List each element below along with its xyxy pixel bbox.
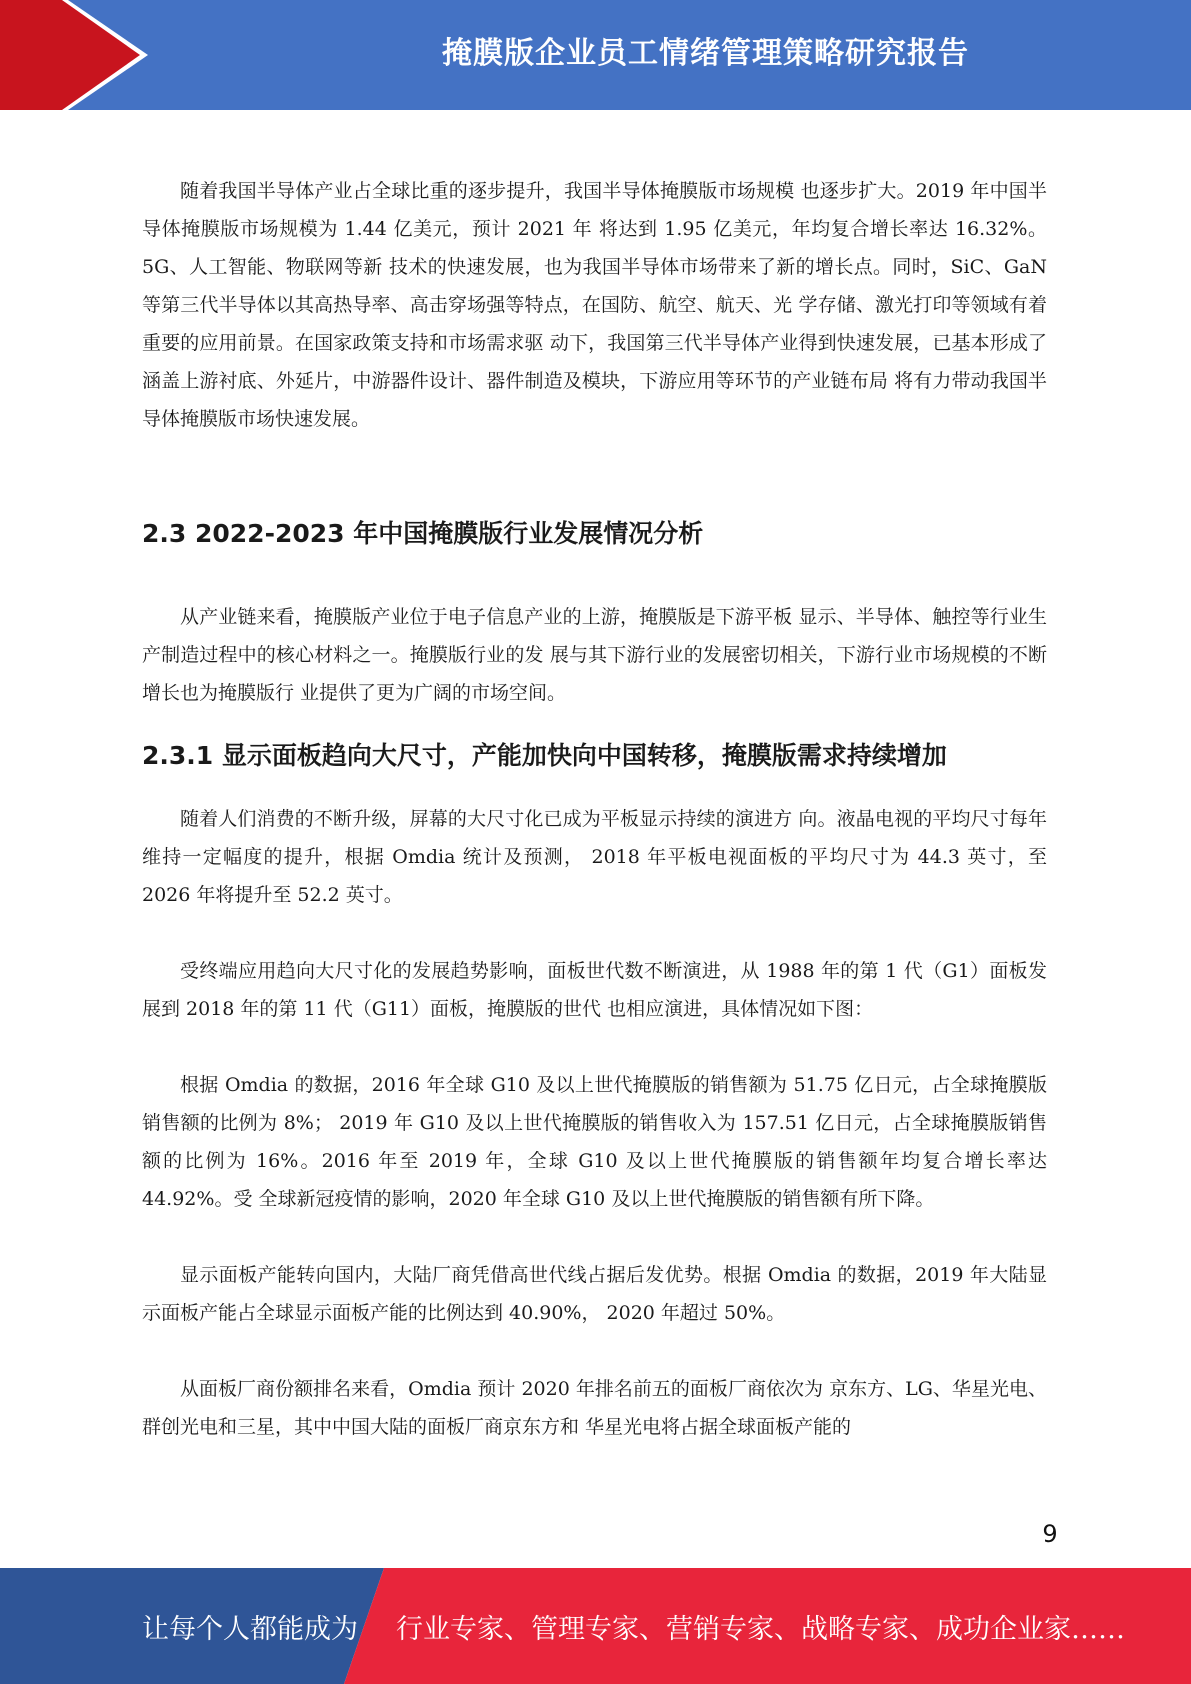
section-heading-2-3: 2.3 2022-2023 年中国掩膜版行业发展情况分析 xyxy=(142,519,704,548)
document-title: 掩膜版企业员工情绪管理策略研究报告 xyxy=(442,36,969,71)
paragraph-capacity-shift: 显示面板产能转向国内，大陆厂商凭借高世代线占据后发优势。根据 Omdia 的数据，2019 年大陆显示面板产能占全球显示面板产能的比例达到 40.90%， 2020 年超过 50%。 xyxy=(142,1264,1047,1324)
page-number: 9 xyxy=(1042,1520,1058,1548)
section-heading-2-3-1: 2.3.1 显示面板趋向大尺寸，产能加快向中国转移，掩膜版需求持续增加 xyxy=(142,741,947,770)
footer-slogan-left: 让每个人都能成为 xyxy=(142,1613,358,1645)
paragraph-large-size-trend: 随着人们消费的不断升级，屏幕的大尺寸化已成为平板显示持续的演进方 向。液晶电视的平均尺寸每年维持一定幅度的提升，根据 Omdia 统计及预测， 2018 年平板电视面板的平均尺寸为 44.3 英寸，至 2026 年将提升至 52.2 英寸。 xyxy=(142,808,1047,906)
page-content xyxy=(142,172,1047,1446)
footer-banner xyxy=(0,1568,1191,1684)
footer-slogan-right: 行业专家、管理专家、营销专家、战略专家、成功企业家…… xyxy=(396,1613,1125,1645)
paragraph-panel-maker-ranking: 从面板厂商份额排名来看，Omdia 预计 2020 年排名前五的面板厂商依次为 京东方、LG、华星光电、群创光电和三星，其中中国大陆的面板厂商京东方和 华星光电将占据全球面板产能的 xyxy=(142,1378,1047,1438)
paragraph-semiconductor-market: 随着我国半导体产业占全球比重的逐步提升，我国半导体掩膜版市场规模 也逐步扩大。2019 年中国半导体掩膜版市场规模为 1.44 亿美元，预计 2021 年 将达到 1.95 亿美元，年均复合增长率达 16.32%。5G、人工智能、物联网等新 技术的快速发展，也为我国半导体市场带来了新的增长点。同时，SiC、GaN 等第三代半导体以其高热导率、高击穿场强等特点，在国防、航空、航天、光 学存储、激光打印等领域有着重要的应用前景。在国家政策支持和市场需求驱 动下，我国第三代半导体产业得到快速发展，已基本形成了涵盖上游衬底、外延片，中游器件设计、器件制造及模块，下游应用等环节的产业链布局 将有力带动我国半导体掩膜版市场快速发展。 xyxy=(142,180,1047,430)
paragraph-panel-generation: 受终端应用趋向大尺寸化的发展趋势影响，面板世代数不断演进，从 1988 年的第 1 代（G1）面板发展到 2018 年的第 11 代（G11）面板，掩膜版的世代 也相应演进，具体情况如下图： xyxy=(142,960,1047,1020)
header-banner xyxy=(0,0,1191,110)
paragraph-industry-chain: 从产业链来看，掩膜版产业位于电子信息产业的上游，掩膜版是下游平板 显示、半导体、触控等行业生产制造过程中的核心材料之一。掩膜版行业的发 展与其下游行业的发展密切相关，下游行业市场规模的不断增长也为掩膜版行 业提供了更为广阔的市场空间。 xyxy=(142,606,1047,704)
paragraph-g10-sales: 根据 Omdia 的数据，2016 年全球 G10 及以上世代掩膜版的销售额为 51.75 亿日元，占全球掩膜版销售额的比例为 8%； 2019 年 G10 及以上世代掩膜版的销售收入为 157.51 亿日元，占全球掩膜版销售额的比例为 16%。2016 年至 2019 年，全球 G10 及以上世代掩膜版的销售额年均复合增长率达 44.92%。受 全球新冠疫情的影响，2020 年全球 G10 及以上世代掩膜版的销售额有所下降。 xyxy=(142,1074,1047,1210)
